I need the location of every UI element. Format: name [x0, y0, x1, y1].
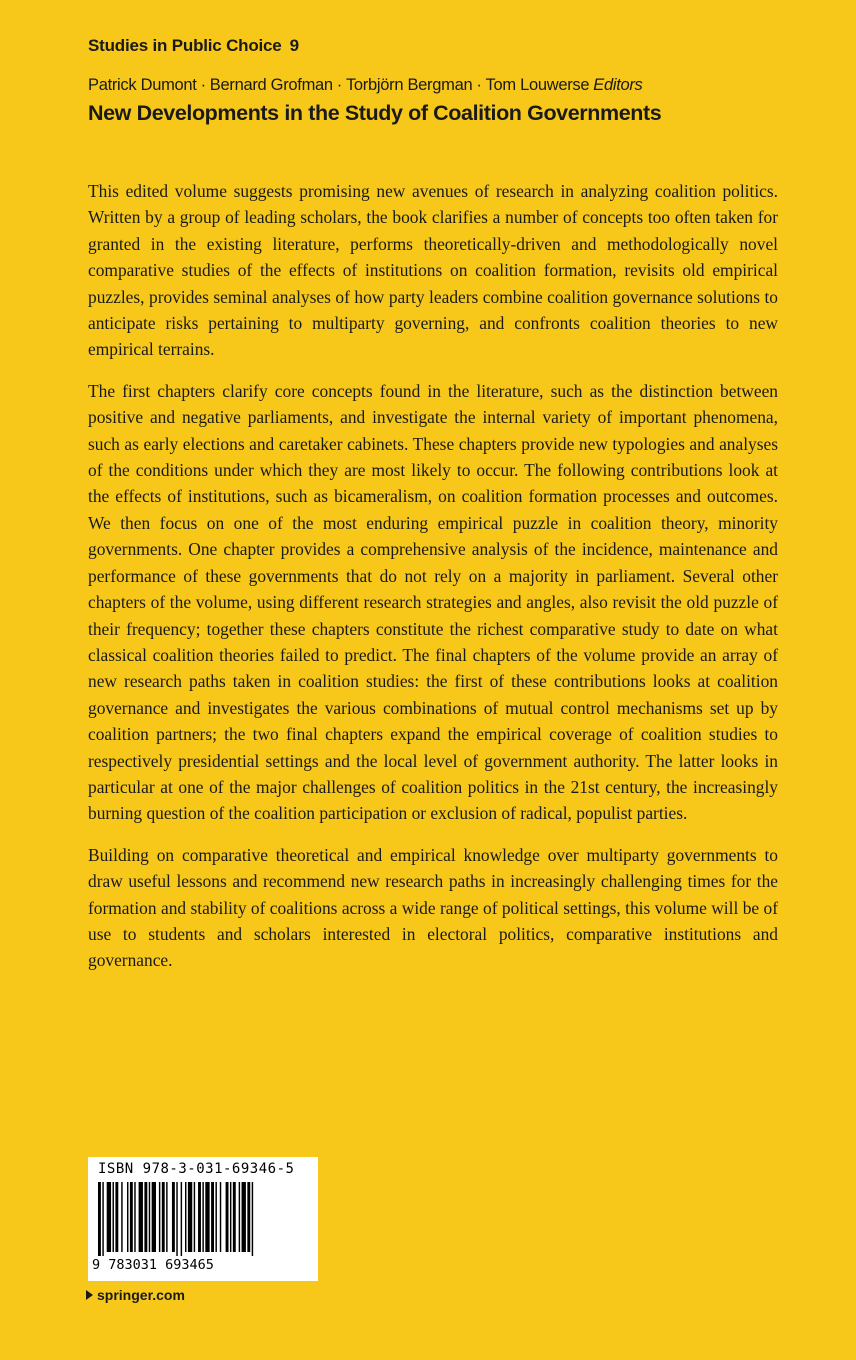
- editor-separator: ·: [200, 76, 206, 94]
- book-title: New Developments in the Study of Coalition Governments: [88, 101, 662, 125]
- editor-separator: ·: [336, 76, 342, 94]
- website-link[interactable]: [86, 1287, 185, 1303]
- editor-name: Bernard Grofman: [209, 76, 333, 94]
- series-heading: [88, 36, 299, 56]
- blurb-paragraph: Building on comparative theoretical and empirical knowledge over multiparty governments to draw useful lessons and recommend new research paths in increasingly challenging times for the formation and stability of coalitions across a wide range of political settings, this volume will be of use to students and scholars interested in electoral politics, comparative institutions and governance.: [88, 844, 778, 971]
- series-volume: 9: [289, 36, 299, 55]
- blurb-paragraph: The first chapters clarify core concepts found in the literature, such as the distinction between positive and negative parliaments, and investigate the internal variety of important phenomena, such as early elections and caretaker cabinets. These chapters provide new typologies and analyses of the conditions under which they are most likely to occur. The following contributions look at the effects of institutions, such as bicameralism, on coalition formation processes and outcomes. We then focus on one of the most enduring empirical puzzle in coalition theory, minority governments. One chapter provides a comprehensive analysis of the incidence, maintenance and performance of these governments that do not rely on a majority in parliament. Several other chapters of the volume, using different research strategies and angles, also revisit the old puzzle of their frequency; together these chapters constitute the richest comparative study to date on what classical coalition theories failed to predict. The final chapters of the volume provide an array of new research paths taken in coalition studies: the first of these contributions looks at coalition governance and investigates the various combinations of mutual control mechanisms set up by coalition partners; the two final chapters expand the empirical coverage of coalition studies to respectively presidential settings and the local level of government authority. The latter looks in particular at one of the major challenges of coalition politics in the 21st century, the increasingly burning question of the coalition participation or exclusion of radical, populist parties.: [88, 380, 778, 824]
- blurb-paragraph: This edited volume suggests promising new avenues of research in analyzing coalition politics. Written by a group of leading scholars, the book clarifies a number of concepts too often taken for granted in the existing literature, performs theoretically-driven and methodologically novel comparative studies of the effects of institutions on coalition formation, revisits old empirical puzzles, provides seminal analyses of how party leaders combine coalition governance solutions to anticipate risks pertaining to multiparty governing, and confronts coalition theories to new empirical terrains.: [88, 181, 778, 360]
- editor-name: Patrick Dumont: [88, 76, 197, 94]
- isbn-barcode-box: [88, 1157, 318, 1281]
- website-text: springer.com: [97, 1287, 185, 1303]
- arrow-right-icon: [86, 1290, 93, 1300]
- barcode-icon: [98, 1182, 308, 1256]
- series-name: Studies in Public Choice: [88, 36, 282, 55]
- isbn-label: ISBN 978-3-031-69346-5: [98, 1161, 295, 1177]
- editors-role: Editors: [593, 76, 643, 94]
- barcode-digits: 9 783031 693465: [92, 1257, 214, 1273]
- editor-separator: ·: [476, 76, 482, 94]
- editors-line: [88, 76, 643, 95]
- editor-name: Tom Louwerse: [485, 76, 590, 94]
- blurb: [88, 178, 778, 989]
- editor-name: Torbjörn Bergman: [345, 76, 473, 94]
